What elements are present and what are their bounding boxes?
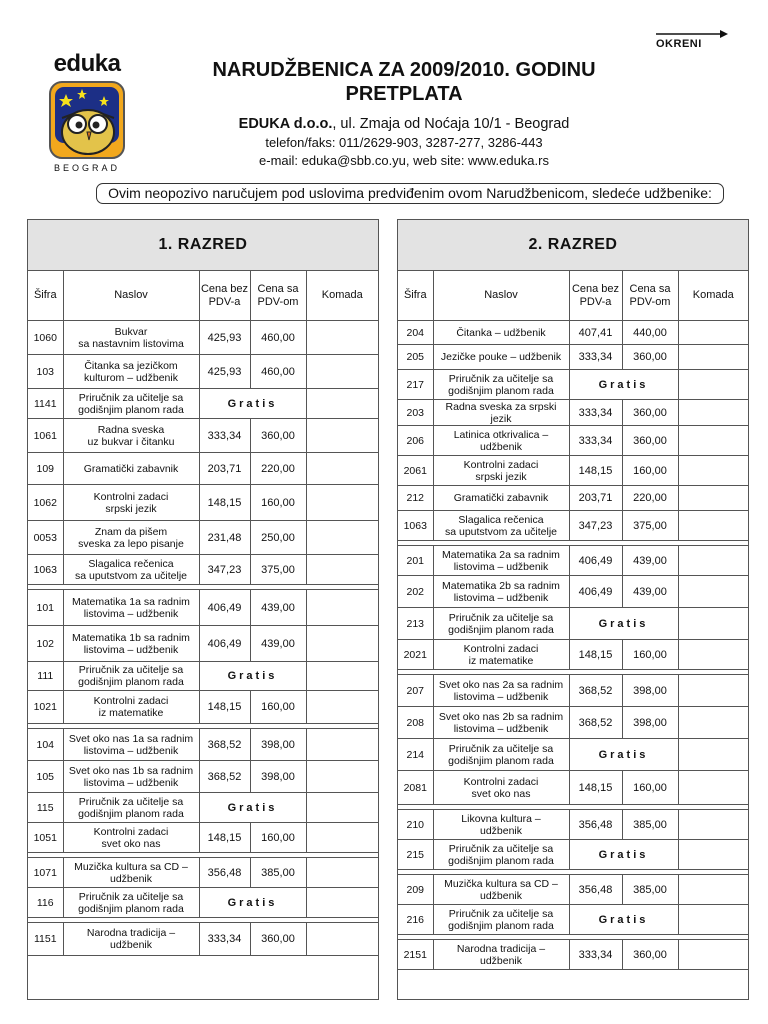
book-code: 203 [398, 400, 433, 426]
quantity-field[interactable] [678, 940, 748, 970]
price-without-vat: 406,49 [199, 626, 250, 662]
price-with-vat: 360,00 [622, 400, 678, 426]
quantity-field[interactable] [306, 691, 378, 724]
table-row [398, 426, 748, 456]
book-code: 1021 [28, 691, 63, 724]
phone-line: telefon/faks: 011/2629-903, 3287-277, 3286-443 [265, 135, 543, 150]
price-without-vat: 368,52 [199, 729, 250, 761]
book-code: 2151 [398, 940, 433, 970]
book-title: Kontrolni zadaci svet oko nas [63, 823, 199, 853]
gratis-label: Gratis [569, 739, 678, 771]
price-with-vat: 440,00 [622, 321, 678, 345]
quantity-field[interactable] [678, 640, 748, 670]
price-with-vat: 160,00 [622, 640, 678, 670]
table-row [398, 875, 748, 905]
table-row [28, 555, 378, 585]
price-without-vat: 368,52 [569, 675, 622, 707]
quantity-field[interactable] [678, 707, 748, 739]
book-title: Priručnik za učitelje sa godišnjim planom rada [433, 840, 569, 870]
book-title: Gramatički zabavnik [433, 486, 569, 511]
okreni-label: OKRENI [656, 38, 702, 50]
quantity-field[interactable] [678, 345, 748, 370]
document-header [160, 58, 648, 170]
table-row [398, 400, 748, 426]
book-title: Narodna tradicija – udžbenik [433, 940, 569, 970]
price-without-vat: 333,34 [569, 345, 622, 370]
table-row [398, 576, 748, 608]
quantity-field[interactable] [306, 729, 378, 761]
price-with-vat: 460,00 [250, 355, 306, 389]
table-row [398, 456, 748, 486]
book-title: Priručnik za učitelje sa godišnjim planom rada [433, 739, 569, 771]
price-without-vat: 148,15 [199, 691, 250, 724]
book-code: 1063 [28, 555, 63, 585]
quantity-field[interactable] [678, 675, 748, 707]
arrow-right-icon [656, 30, 728, 38]
gratis-label: Gratis [569, 840, 678, 870]
book-code: 2021 [398, 640, 433, 670]
table-row [398, 370, 748, 400]
table-row [398, 321, 748, 345]
quantity-field[interactable] [678, 456, 748, 486]
book-title: Radna sveska uz bukvar i čitanku [63, 419, 199, 453]
owl-logo-icon [48, 80, 126, 160]
book-title: Likovna kultura – udžbenik [433, 810, 569, 840]
price-with-vat: 398,00 [250, 729, 306, 761]
book-code: 207 [398, 675, 433, 707]
quantity-field[interactable] [306, 555, 378, 585]
quantity-field[interactable] [306, 389, 378, 419]
quantity-field[interactable] [306, 793, 378, 823]
table-row [28, 858, 378, 888]
price-with-vat: 398,00 [622, 707, 678, 739]
company-address [160, 114, 648, 134]
price-without-vat: 406,49 [199, 590, 250, 626]
book-title: Muzička kultura sa CD – udžbenik [433, 875, 569, 905]
book-code: 1060 [28, 321, 63, 355]
price-with-vat: 160,00 [622, 771, 678, 805]
price-without-vat: 333,34 [569, 940, 622, 970]
grade-2-panel [397, 219, 749, 1000]
table-row [398, 771, 748, 805]
price-with-vat: 160,00 [250, 485, 306, 521]
table-row [28, 923, 378, 956]
book-title: Kontrolni zadaci svet oko nas [433, 771, 569, 805]
price-with-vat: 360,00 [250, 419, 306, 453]
table-row [398, 840, 748, 870]
order-statement: Ovim neopozivo naručujem pod uslovima predviđenim ovom Narudžbenicom, sledeće udžbenike: [96, 183, 724, 204]
price-without-vat: 407,41 [569, 321, 622, 345]
quantity-field[interactable] [678, 321, 748, 345]
book-code: 111 [28, 662, 63, 691]
col-header-naslov: Naslov [63, 271, 199, 321]
book-code: 105 [28, 761, 63, 793]
price-with-vat: 439,00 [250, 626, 306, 662]
table-row [398, 546, 748, 576]
table-header-row [398, 271, 748, 321]
col-header-cena-bez-pdv: Cena bez PDV-a [199, 271, 250, 321]
col-header-sifra: Šifra [28, 271, 63, 321]
price-with-vat: 385,00 [250, 858, 306, 888]
price-without-vat: 231,48 [199, 521, 250, 555]
table-row [28, 626, 378, 662]
price-without-vat: 148,15 [199, 485, 250, 521]
book-code: 208 [398, 707, 433, 739]
book-code: 213 [398, 608, 433, 640]
table-row [28, 521, 378, 555]
table-row [28, 590, 378, 626]
book-title: Matematika 2a sa radnim listovima – udžbenik [433, 546, 569, 576]
table-row [398, 707, 748, 739]
table-row [28, 389, 378, 419]
quantity-field[interactable] [678, 370, 748, 400]
table-row [28, 761, 378, 793]
book-code: 216 [398, 905, 433, 935]
book-code: 1141 [28, 389, 63, 419]
book-title: Jezičke pouke – udžbenik [433, 345, 569, 370]
price-without-vat: 148,15 [199, 823, 250, 853]
quantity-field[interactable] [306, 419, 378, 453]
book-title: Čitanka sa jezičkom kulturom – udžbenik [63, 355, 199, 389]
table-row [398, 608, 748, 640]
price-without-vat: 425,93 [199, 355, 250, 389]
quantity-field[interactable] [678, 511, 748, 541]
table-row [398, 640, 748, 670]
book-code: 103 [28, 355, 63, 389]
book-code: 104 [28, 729, 63, 761]
book-code: 1051 [28, 823, 63, 853]
page-subtitle: PRETPLATA [345, 83, 463, 105]
price-without-vat: 347,23 [569, 511, 622, 541]
col-header-naslov: Naslov [433, 271, 569, 321]
price-without-vat: 203,71 [569, 486, 622, 511]
book-title: Kontrolni zadaci iz matematike [63, 691, 199, 724]
quantity-field[interactable] [306, 888, 378, 918]
price-with-vat: 360,00 [250, 923, 306, 956]
book-title: Radna sveska za srpski jezik [433, 400, 569, 426]
gratis-label: Gratis [199, 389, 306, 419]
price-with-vat: 439,00 [622, 576, 678, 608]
book-code: 204 [398, 321, 433, 345]
price-without-vat: 333,34 [569, 400, 622, 426]
book-title: Svet oko nas 1b sa radnim listovima – udžbenik [63, 761, 199, 793]
price-without-vat: 333,34 [199, 923, 250, 956]
table-row [28, 485, 378, 521]
book-code: 2081 [398, 771, 433, 805]
quantity-field[interactable] [306, 453, 378, 485]
price-without-vat: 203,71 [199, 453, 250, 485]
book-code: 205 [398, 345, 433, 370]
book-code: 1062 [28, 485, 63, 521]
quantity-field[interactable] [306, 823, 378, 853]
price-with-vat: 385,00 [622, 875, 678, 905]
price-with-vat: 360,00 [622, 426, 678, 456]
book-code: 215 [398, 840, 433, 870]
book-code: 212 [398, 486, 433, 511]
book-title: Znam da pišem sveska za lepo pisanje [63, 521, 199, 555]
price-without-vat: 406,49 [569, 576, 622, 608]
book-code: 206 [398, 426, 433, 456]
book-code: 1071 [28, 858, 63, 888]
gratis-label: Gratis [199, 662, 306, 691]
table-row [398, 486, 748, 511]
book-title: Muzička kultura sa CD – udžbenik [63, 858, 199, 888]
gratis-label: Gratis [569, 370, 678, 400]
price-with-vat: 385,00 [622, 810, 678, 840]
price-with-vat: 360,00 [622, 345, 678, 370]
price-with-vat: 398,00 [622, 675, 678, 707]
grade-1-panel [27, 219, 379, 1000]
book-code: 115 [28, 793, 63, 823]
price-without-vat: 425,93 [199, 321, 250, 355]
book-title: Narodna tradicija – udžbenik [63, 923, 199, 956]
book-code: 2061 [398, 456, 433, 486]
book-code: 201 [398, 546, 433, 576]
price-with-vat: 460,00 [250, 321, 306, 355]
address-text: , ul. Zmaja od Noćaja 10/1 - Beograd [332, 116, 570, 132]
quantity-field[interactable] [306, 923, 378, 956]
gratis-label: Gratis [569, 608, 678, 640]
logo-brand: eduka [53, 50, 121, 77]
gratis-label: Gratis [569, 905, 678, 935]
quantity-field[interactable] [306, 355, 378, 389]
price-with-vat: 439,00 [622, 546, 678, 576]
table-row [398, 511, 748, 541]
quantity-field[interactable] [678, 486, 748, 511]
book-code: 1061 [28, 419, 63, 453]
price-with-vat: 375,00 [250, 555, 306, 585]
table-row [398, 345, 748, 370]
quantity-field[interactable] [306, 761, 378, 793]
col-header-cena-bez-pdv: Cena bez PDV-a [569, 271, 622, 321]
book-code: 1151 [28, 923, 63, 956]
book-title: Kontrolni zadaci iz matematike [433, 640, 569, 670]
quantity-field[interactable] [306, 521, 378, 555]
table-row [28, 453, 378, 485]
quantity-field[interactable] [306, 485, 378, 521]
book-code: 1063 [398, 511, 433, 541]
quantity-field[interactable] [678, 875, 748, 905]
table-row [28, 355, 378, 389]
price-without-vat: 347,23 [199, 555, 250, 585]
book-title: Priručnik za učitelje sa godišnjim planom rada [63, 662, 199, 691]
book-code: 202 [398, 576, 433, 608]
book-code: 214 [398, 739, 433, 771]
price-with-vat: 439,00 [250, 590, 306, 626]
book-code: 209 [398, 875, 433, 905]
book-code: 102 [28, 626, 63, 662]
book-title: Bukvar sa nastavnim listovima [63, 321, 199, 355]
quantity-field[interactable] [306, 662, 378, 691]
book-code: 0053 [28, 521, 63, 555]
book-title: Latinica otkrivalica – udžbenik [433, 426, 569, 456]
table-row [28, 691, 378, 724]
email-line: e-mail: eduka@sbb.co.yu, web site: www.eduka.rs [259, 153, 549, 168]
book-title: Svet oko nas 1a sa radnim listovima – udžbenik [63, 729, 199, 761]
book-title: Svet oko nas 2b sa radnim listovima – udžbenik [433, 707, 569, 739]
quantity-field[interactable] [678, 771, 748, 805]
price-without-vat: 333,34 [199, 419, 250, 453]
book-title: Priručnik za učitelje sa godišnjim planom rada [63, 389, 199, 419]
book-code: 109 [28, 453, 63, 485]
quantity-field[interactable] [678, 546, 748, 576]
table-row [398, 675, 748, 707]
quantity-field[interactable] [306, 858, 378, 888]
table-row [398, 739, 748, 771]
price-without-vat: 356,48 [199, 858, 250, 888]
quantity-field[interactable] [678, 810, 748, 840]
table-row [28, 662, 378, 691]
book-title: Kontrolni zadaci srpski jezik [433, 456, 569, 486]
table-row [28, 729, 378, 761]
gratis-label: Gratis [199, 888, 306, 918]
book-code: 101 [28, 590, 63, 626]
price-with-vat: 220,00 [250, 453, 306, 485]
table-row [398, 905, 748, 935]
quantity-field[interactable] [678, 840, 748, 870]
book-title: Matematika 1a sa radnim listovima – udžbenik [63, 590, 199, 626]
col-header-komada: Komada [678, 271, 748, 321]
quantity-field[interactable] [306, 590, 378, 626]
table-row [28, 793, 378, 823]
okreni-marker [656, 30, 728, 50]
quantity-field[interactable] [678, 905, 748, 935]
quantity-field[interactable] [678, 576, 748, 608]
price-with-vat: 375,00 [622, 511, 678, 541]
book-title: Priručnik za učitelje sa godišnjim planom rada [63, 793, 199, 823]
table-row [398, 810, 748, 840]
book-code: 116 [28, 888, 63, 918]
price-with-vat: 250,00 [250, 521, 306, 555]
book-title: Gramatički zabavnik [63, 453, 199, 485]
price-with-vat: 160,00 [250, 691, 306, 724]
col-header-komada: Komada [306, 271, 378, 321]
book-title: Kontrolni zadaci srpski jezik [63, 485, 199, 521]
price-without-vat: 406,49 [569, 546, 622, 576]
grade-2-table [398, 271, 748, 970]
quantity-field[interactable] [306, 321, 378, 355]
price-without-vat: 356,48 [569, 875, 622, 905]
quantity-field[interactable] [678, 400, 748, 426]
table-header-row [28, 271, 378, 321]
price-without-vat: 148,15 [569, 771, 622, 805]
price-without-vat: 333,34 [569, 426, 622, 456]
table-row [28, 321, 378, 355]
price-without-vat: 148,15 [569, 640, 622, 670]
price-with-vat: 360,00 [622, 940, 678, 970]
price-with-vat: 220,00 [622, 486, 678, 511]
book-code: 217 [398, 370, 433, 400]
book-title: Matematika 1b sa radnim listovima – udžbenik [63, 626, 199, 662]
col-header-sifra: Šifra [398, 271, 433, 321]
table-row [28, 823, 378, 853]
book-title: Čitanka – udžbenik [433, 321, 569, 345]
quantity-field[interactable] [678, 426, 748, 456]
gratis-label: Gratis [199, 793, 306, 823]
company-name: EDUKA d.o.o. [238, 116, 333, 132]
book-title: Slagalica rečenica sa uputstvom za učitelje [433, 511, 569, 541]
book-title: Matematika 2b sa radnim listovima – udžbenik [433, 576, 569, 608]
book-title: Slagalica rečenica sa uputstvom za učitelje [63, 555, 199, 585]
book-title: Svet oko nas 2a sa radnim listovima – udžbenik [433, 675, 569, 707]
price-with-vat: 398,00 [250, 761, 306, 793]
price-with-vat: 160,00 [622, 456, 678, 486]
book-code: 210 [398, 810, 433, 840]
book-title: Priručnik za učitelje sa godišnjim planom rada [433, 608, 569, 640]
quantity-field[interactable] [678, 739, 748, 771]
quantity-field[interactable] [678, 608, 748, 640]
price-without-vat: 356,48 [569, 810, 622, 840]
grade-1-table [28, 271, 378, 956]
price-without-vat: 368,52 [199, 761, 250, 793]
table-row [398, 940, 748, 970]
price-with-vat: 160,00 [250, 823, 306, 853]
price-without-vat: 148,15 [569, 456, 622, 486]
book-title: Priručnik za učitelje sa godišnjim planom rada [433, 905, 569, 935]
eduka-logo [42, 50, 132, 173]
page-title: NARUDŽBENICA ZA 2009/2010. GODINU [212, 59, 596, 81]
table-row [28, 888, 378, 918]
grade-1-title: 1. RAZRED [28, 220, 378, 271]
price-without-vat: 368,52 [569, 707, 622, 739]
col-header-cena-sa-pdv: Cena sa PDV-om [622, 271, 678, 321]
logo-city: BEOGRAD [53, 163, 120, 173]
quantity-field[interactable] [306, 626, 378, 662]
grade-2-title: 2. RAZRED [398, 220, 748, 271]
book-title: Priručnik za učitelje sa godišnjim planom rada [433, 370, 569, 400]
col-header-cena-sa-pdv: Cena sa PDV-om [250, 271, 306, 321]
table-row [28, 419, 378, 453]
book-title: Priručnik za učitelje sa godišnjim planom rada [63, 888, 199, 918]
